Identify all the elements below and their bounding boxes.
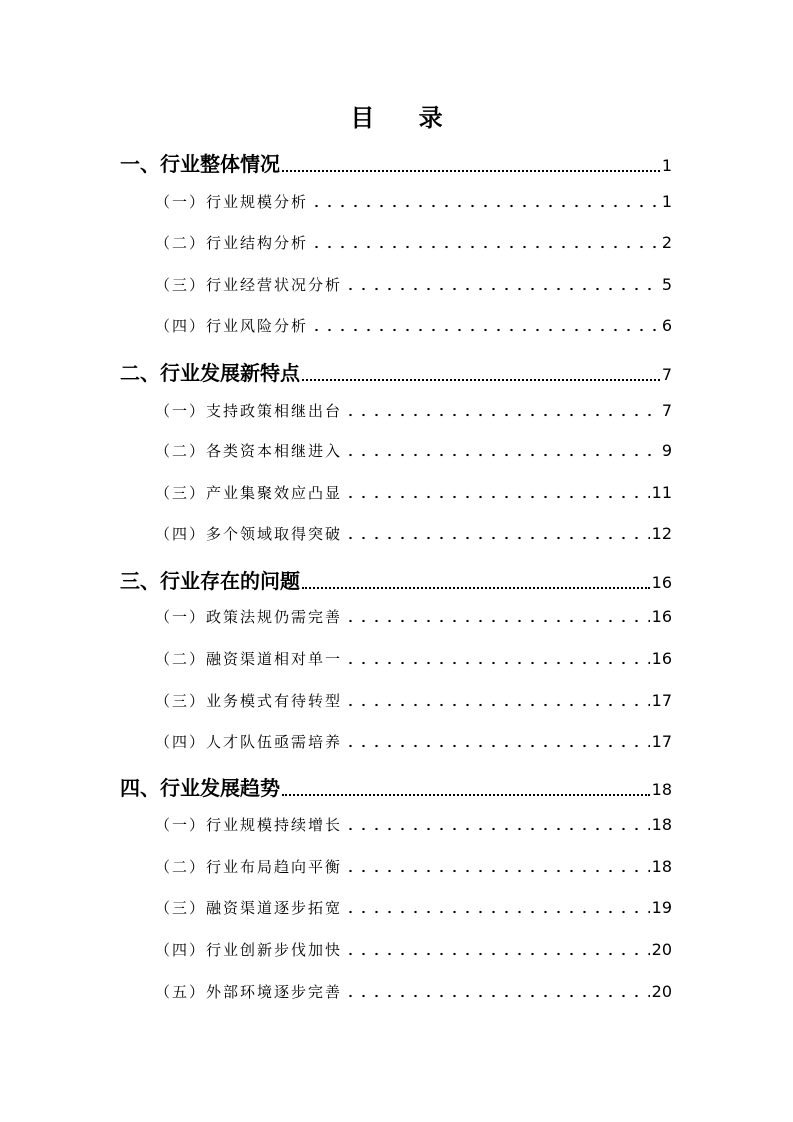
toc-item-3-2[interactable] [155,648,672,669]
toc-page-number: 16 [651,649,672,668]
toc-leader-dots [310,328,660,332]
toc-page-number: 20 [651,940,672,959]
toc-leader-dots [344,994,650,998]
toc-item-1-4[interactable] [155,315,672,336]
toc-page-number: 16 [651,607,672,626]
toc-item-label: （二）各类资本相继进入 [155,442,343,460]
toc-page-number: 19 [651,898,672,917]
toc-item-label: （二）行业结构分析 [155,234,309,252]
toc-item-label: （四）行业创新步伐加快 [155,941,343,959]
toc-item-label: （三）融资渠道逐步拓宽 [155,899,343,917]
toc-item-label: （四）行业风险分析 [155,317,309,335]
toc-leader-dots [344,619,650,623]
toc-item-3-4[interactable] [155,731,672,752]
toc-section-3[interactable] [120,565,672,594]
toc-page-number: 5 [661,275,672,294]
toc-item-label: （二）融资渠道相对单一 [155,650,343,668]
toc-section-2[interactable] [120,357,672,386]
toc-page-number: 20 [651,982,672,1001]
toc-leader-dots [344,869,650,873]
toc-page-number: 2 [661,233,672,252]
toc-leader-dots [344,910,650,914]
toc-item-2-3[interactable] [155,482,672,503]
toc-leader-dots [310,204,660,208]
toc-page-number: 7 [661,365,672,384]
toc-page-number: 17 [651,732,672,751]
toc-leader-dots [344,703,650,707]
toc-item-4-1[interactable] [155,814,672,835]
toc-item-label: （一）支持政策相继出台 [155,402,343,420]
toc-page-number: 17 [651,691,672,710]
toc-page-number: 11 [651,483,672,502]
toc-title: 目 录 [350,104,461,132]
toc-item-label: （二）行业布局趋向平衡 [155,858,343,876]
toc-leader-dots [344,413,660,417]
toc-page-number: 1 [661,192,672,211]
toc-item-2-4[interactable] [155,523,672,544]
toc-leader-dots [344,495,650,499]
toc-item-label: （三）业务模式有待转型 [155,692,343,710]
toc-page-number: 18 [651,857,672,876]
toc-item-1-2[interactable] [155,232,672,253]
toc-item-4-2[interactable] [155,856,672,877]
toc-leader-dots [344,744,650,748]
toc-page-number: 18 [651,780,672,799]
toc-page-number: 6 [661,316,672,335]
toc-section-label: 三、行业存在的问题 [120,569,300,593]
toc-item-label: （四）人才队伍亟需培养 [155,733,343,751]
toc-item-3-3[interactable] [155,690,672,711]
toc-item-3-1[interactable] [155,606,672,627]
toc-item-label: （五）外部环境逐步完善 [155,983,343,1001]
toc-leader-dots [344,287,660,291]
toc-item-label: （三）行业经营状况分析 [155,276,343,294]
toc-item-2-1[interactable] [155,400,672,421]
toc-leader-dots [310,245,660,249]
toc-item-4-4[interactable] [155,939,672,960]
toc-leader-dots [302,586,650,589]
toc-page-number: 9 [661,441,672,460]
toc-section-1[interactable] [120,148,672,177]
toc-page-number: 1 [661,156,672,175]
toc-leader-dots [344,536,650,540]
toc-leader-dots [302,378,660,381]
toc-item-label: （一）行业规模分析 [155,193,309,211]
toc-leader-dots [344,453,660,457]
toc-leader-dots [282,793,650,796]
toc-page-number: 16 [651,573,672,592]
toc-section-label: 一、行业整体情况 [120,152,280,176]
toc-page-number: 7 [661,401,672,420]
toc-item-label: （四）多个领域取得突破 [155,525,343,543]
toc-item-4-5[interactable] [155,981,672,1002]
toc-item-1-1[interactable] [155,191,672,212]
toc-leader-dots [344,952,650,956]
toc-page-number: 18 [651,815,672,834]
toc-section-4[interactable] [120,772,672,801]
toc-leader-dots [344,661,650,665]
toc-leader-dots [344,827,650,831]
toc-item-1-3[interactable] [155,274,672,295]
toc-page-number: 12 [651,524,672,543]
toc-item-label: （三）产业集聚效应凸显 [155,484,343,502]
toc-item-label: （一）政策法规仍需完善 [155,608,343,626]
toc-section-label: 二、行业发展新特点 [120,361,300,385]
toc-leader-dots [282,169,660,172]
toc-item-2-2[interactable] [155,440,672,461]
toc-item-label: （一）行业规模持续增长 [155,816,343,834]
toc-item-4-3[interactable] [155,897,672,918]
toc-section-label: 四、行业发展趋势 [120,776,280,800]
